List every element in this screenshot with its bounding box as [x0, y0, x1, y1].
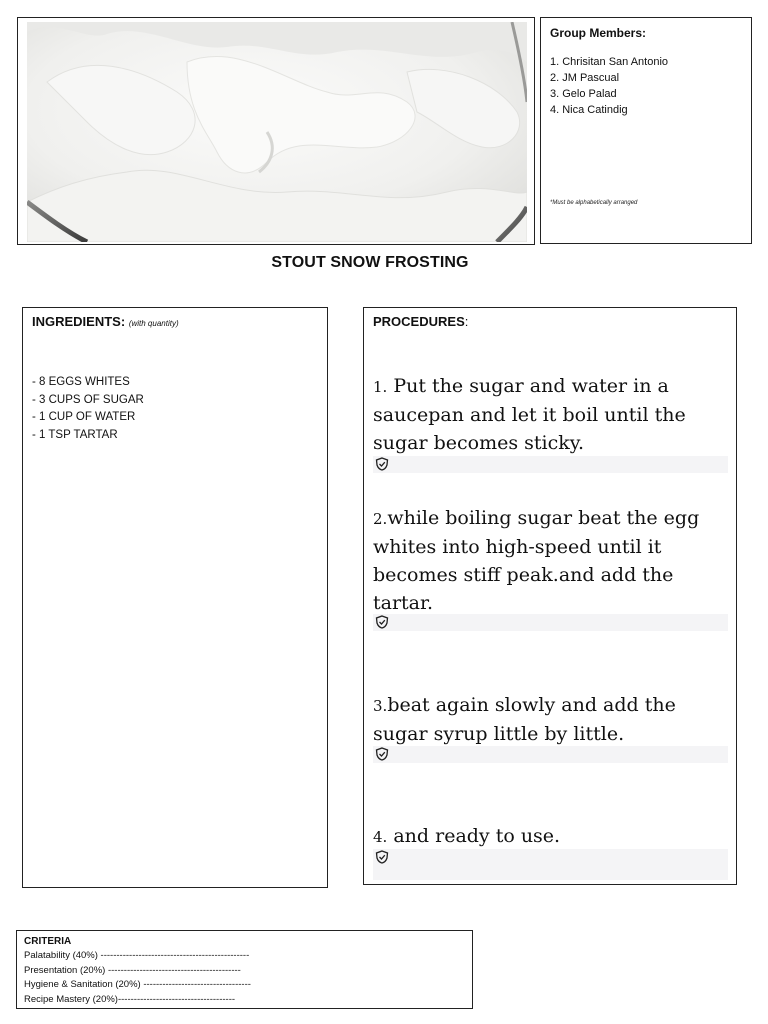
- ingredients-heading: [32, 314, 318, 329]
- procedure-step-3: [373, 691, 725, 748]
- member-item: 3. Gelo Palad: [550, 88, 617, 100]
- step-strip: [373, 849, 728, 880]
- members-note: *Must be alphabetically arranged: [550, 200, 638, 206]
- group-members-box: [540, 17, 752, 244]
- ingredients-box: [22, 307, 328, 888]
- step-strip: [373, 456, 728, 473]
- procedure-step-4: [373, 822, 725, 851]
- step-number: 2.: [373, 510, 388, 528]
- procedures-heading-colon: :: [464, 314, 469, 329]
- ingredients-list: [32, 374, 318, 444]
- member-item: 2. JM Pascual: [550, 72, 620, 84]
- step-text: Put the sugar and water in a saucepan and let it boil until the sugar becomes sticky.: [373, 375, 686, 454]
- page-title: STOUT SNOW FROSTING: [271, 254, 469, 271]
- step-text: beat again slowly and add the sugar syrup little by little.: [373, 694, 676, 745]
- ingredient-item: - 1 TSP TARTAR: [32, 428, 118, 441]
- ingredients-subheading: (with quantity): [128, 319, 179, 328]
- criteria-line: Recipe Mastery (20%)-------------------------------------: [24, 993, 236, 1005]
- ingredient-item: - 8 EGGS WHITES: [32, 376, 130, 388]
- step-number: 1.: [373, 378, 388, 396]
- frosting-photo: [27, 22, 527, 242]
- shield-check-icon: [375, 850, 389, 864]
- procedures-heading-label: PROCEDURES: [373, 314, 465, 329]
- procedures-box: [363, 307, 737, 885]
- shield-check-icon: [375, 457, 389, 471]
- ingredient-item: - 3 CUPS OF SUGAR: [32, 393, 144, 406]
- criteria-heading: CRITERIA: [24, 936, 72, 947]
- step-number: 3.: [373, 697, 388, 715]
- photo-frame: [17, 17, 535, 245]
- step-text: and ready to use.: [387, 825, 561, 847]
- procedure-step-2: [373, 504, 725, 617]
- step-strip: [373, 746, 728, 763]
- step-strip: [373, 614, 728, 631]
- criteria-line: Hygiene & Sanitation (20%) ----------------------------------: [24, 979, 251, 990]
- step-number: 4.: [373, 828, 388, 846]
- criteria-line: Palatability (40%) -----------------------------------------------: [24, 950, 250, 961]
- members-list: [550, 54, 742, 118]
- ingredients-heading-colon: :: [120, 314, 126, 329]
- ingredient-item: - 1 CUP OF WATER: [32, 411, 136, 423]
- criteria-line: Presentation (20%) ------------------------------------------: [24, 964, 241, 976]
- member-item: 4. Nica Catindig: [550, 104, 628, 116]
- members-heading: Group Members:: [550, 26, 647, 40]
- shield-check-icon: [375, 615, 389, 629]
- ingredients-heading-label: INGREDIENTS: [32, 314, 121, 329]
- procedures-heading: [373, 314, 727, 329]
- step-text: while boiling sugar beat the egg whites into high-speed until it becomes stiff peak.and add the tartar.: [373, 507, 700, 614]
- member-item: 1. Chrisitan San Antonio: [550, 56, 669, 68]
- criteria-box: [16, 930, 473, 1009]
- procedure-step-1: [373, 372, 725, 457]
- shield-check-icon: [375, 747, 389, 761]
